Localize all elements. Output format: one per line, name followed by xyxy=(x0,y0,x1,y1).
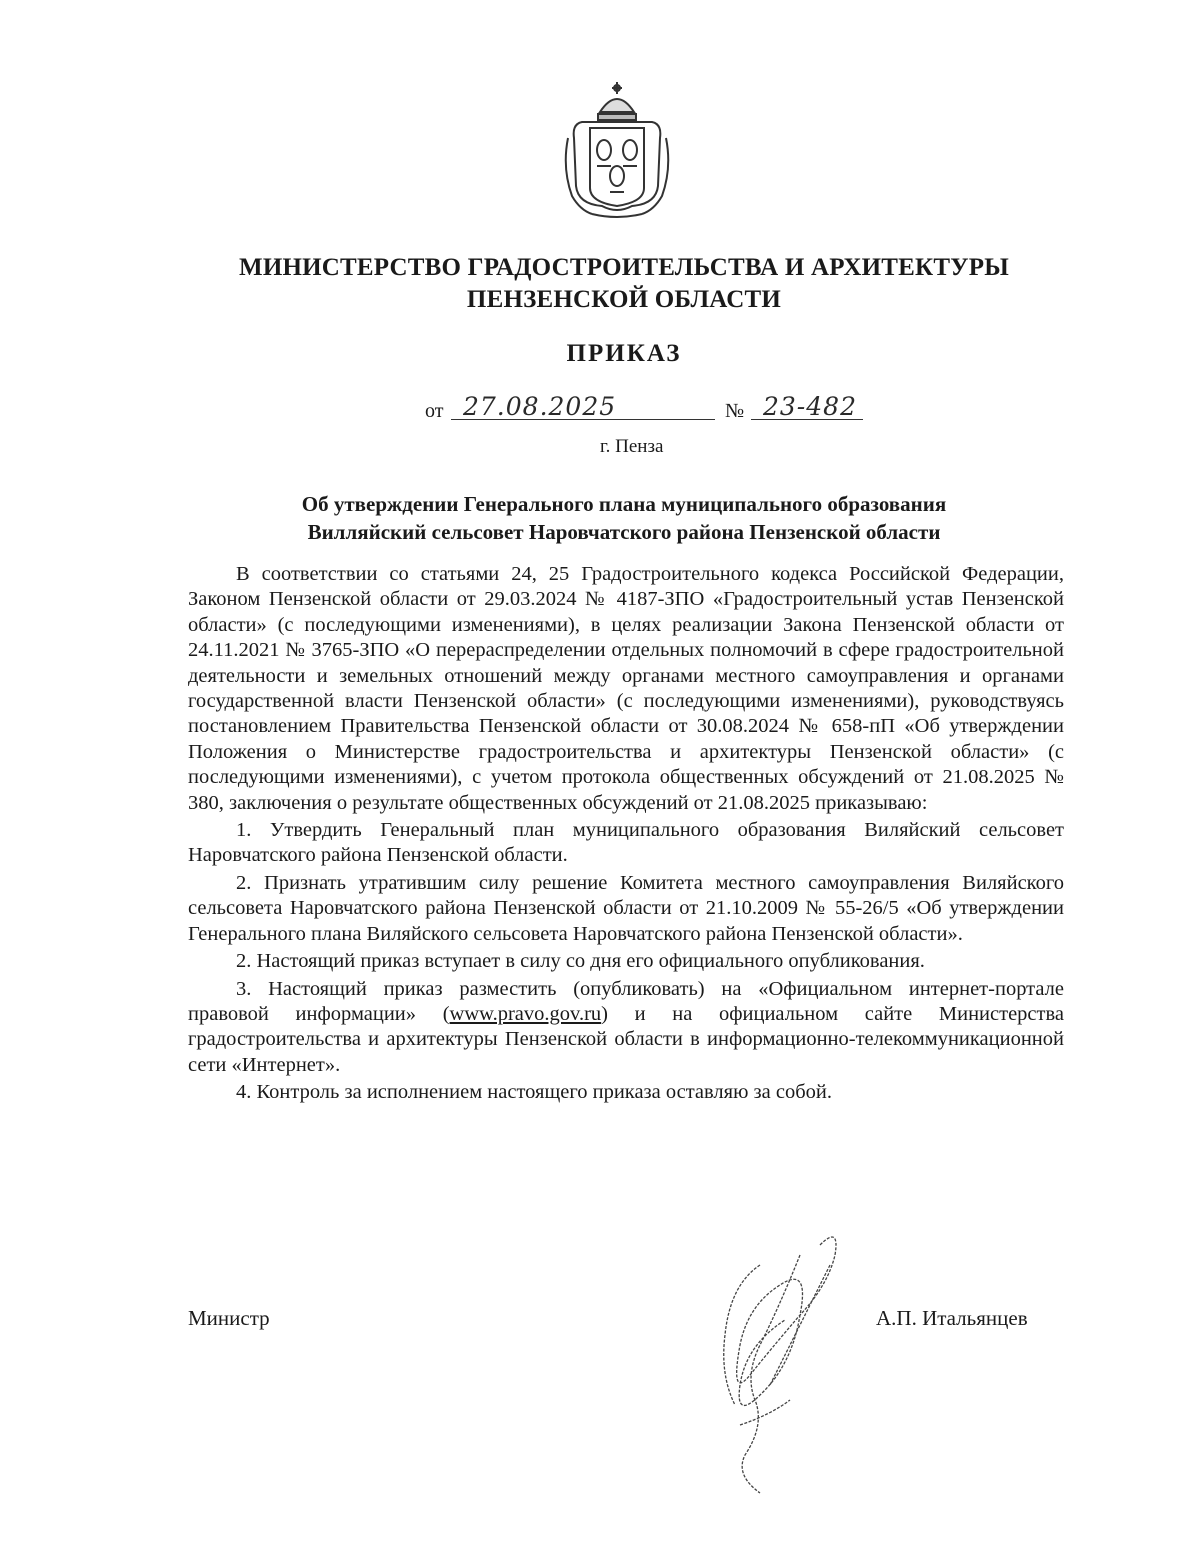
signer-title: Министр xyxy=(188,1306,270,1330)
subject-line2: Вилляйский сельсовет Наровчатского района Пензенской области xyxy=(307,520,941,544)
item-4-paragraph xyxy=(188,977,1064,1079)
subject-heading xyxy=(150,490,1098,546)
number-value: 23-482 xyxy=(751,392,863,420)
item-4-text-after: ) и на официальном сайте Министерства градостроительства и архитектуры Пензенской области в информационно-телекоммуникационной сети «Интернет». xyxy=(188,1002,1064,1076)
item-3-paragraph: 2. Настоящий приказ вступает в силу со дня его официального опубликования. xyxy=(236,950,925,973)
item-4-text-before: 3. Настоящий приказ разместить (опубликовать) на «Официальном интернет-портале правовой информации» ( xyxy=(188,977,1064,1025)
preamble-paragraph: В соответствии со статьями 24, 25 Градостроительного кодекса Российской Федерации, Законом Пензенской области от 29.03.2024 № 4187-ЗПО «Градостроительный устав Пензенской области» (с последующими изменениями), в целях реализации Закона Пензенской области от 24.11.2021 № 3765-ЗПО «О перераспределении отдельных полномочий в сфере градостроительной деятельности и земельных отношений между органами местного самоуправления и органами государственной власти Пензенской области» (с последующими изменениями), руководствуясь постановлением Правительства Пензенской области от 30.08.2024 № 658-пП «Об утверждении Положения о Министерстве градостроительства и архитектуры Пензенской области» (с последующими изменениями), с учетом протокола общественных обсуждений от 21.08.2025 № 380, заключения о результате общественных обсуждений от 21.08.2025 приказываю: xyxy=(188,563,1064,814)
date-value: 27.08.2025 xyxy=(451,392,715,420)
subject-line1: Об утверждении Генерального плана муниципального образования xyxy=(301,492,947,516)
item-1-paragraph: 1. Утвердить Генеральный план муниципального образования Виляйский сельсовет Наровчатского района Пензенской области. xyxy=(188,819,1064,867)
handwritten-signature xyxy=(700,1225,860,1495)
number-prefix: № xyxy=(725,400,745,422)
city: г. Пенза xyxy=(600,436,664,457)
signer-name: А.П. Итальянцев xyxy=(876,1306,1028,1330)
document-body xyxy=(188,562,1064,1106)
ministry-name-line2: ПЕНЗЕНСКОЙ ОБЛАСТИ xyxy=(466,286,782,313)
item-5-paragraph: 4. Контроль за исполнением настоящего приказа оставляю за собой. xyxy=(236,1081,832,1104)
ministry-name-line1: МИНИСТЕРСТВО ГРАДОСТРОИТЕЛЬСТВА И АРХИТЕКТУРЫ xyxy=(239,254,1009,281)
ministry-name xyxy=(150,252,1098,316)
document-type: ПРИКАЗ xyxy=(566,340,682,367)
coat-of-arms-icon xyxy=(562,78,672,218)
pravo-gov-link[interactable]: www.pravo.gov.ru xyxy=(449,1002,602,1025)
item-2-paragraph: 2. Признать утратившим силу решение Комитета местного самоуправления Виляйского сельсовета Наровчатского района Пензенской области от 21.10.2009 № 55-26/5 «Об утверждении Генерального плана Виляйского сельсовета Наровчатского района Пензенской области». xyxy=(188,871,1064,945)
date-prefix: от xyxy=(425,400,444,422)
